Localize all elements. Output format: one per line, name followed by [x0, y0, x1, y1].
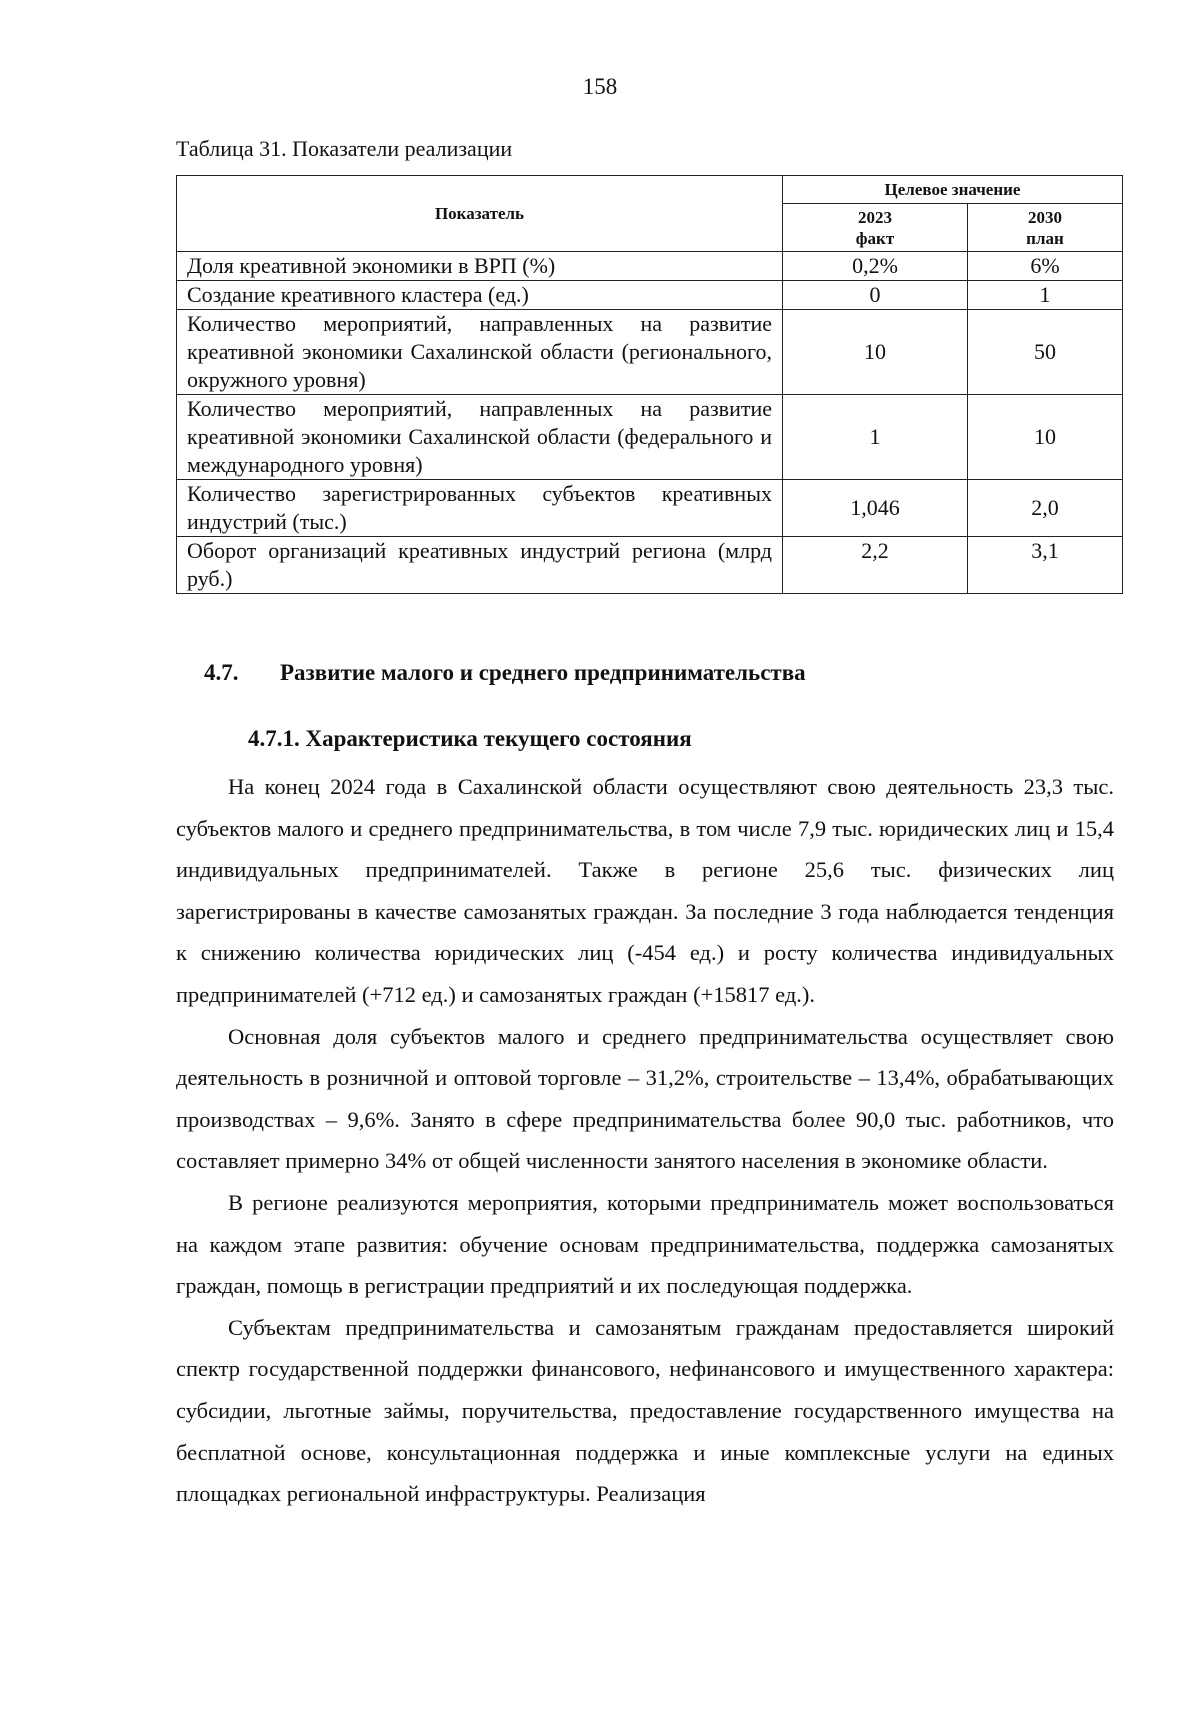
header-2030-year: 2030 — [1028, 207, 1062, 227]
table-row — [177, 395, 1123, 480]
row-value-2030: 10 — [968, 395, 1123, 480]
row-value-2030: 6% — [968, 252, 1123, 281]
header-2030-plan — [968, 204, 1123, 252]
table-row — [177, 252, 1123, 281]
row-value-2023: 10 — [783, 310, 968, 395]
row-label: Создание креативного кластера (ед.) — [177, 281, 783, 310]
row-value-2023: 1,046 — [783, 480, 968, 537]
paragraph: На конец 2024 года в Сахалинской области осуществляют свою деятельность 23,3 тыс. субъектов малого и среднего предпринимательства, в том числе 7,9 тыс. юридических лиц и 15,4 индивидуальных предпринимателей. Также в регионе 25,6 тыс. физических лиц зарегистрированы в качестве самозанятых граждан. За последние 3 года наблюдается тенденция к снижению количества юридических лиц (-454 ед.) и росту количества индивидуальных предпринимателей (+712 ед.) и самозанятых граждан (+15817 ед.). — [176, 774, 1114, 1007]
paragraph: Субъектам предпринимательства и самозанятым гражданам предоставляется широкий спектр государственной поддержки финансового, нефинансового и имущественного характера: субсидии, льготные займы, поручительства, предоставление государственного имущества на бесплатной основе, консультационная поддержка и иные комплексные услуги на единых площадках региональной инфраструктуры. Реализация — [176, 1314, 1114, 1507]
subsection-heading: 4.7.1. Характеристика текущего состояния — [248, 726, 692, 751]
section-heading — [204, 660, 806, 686]
row-label: Количество мероприятий, направленных на развитие креативной экономики Сахалинской области (регионального, окружного уровня) — [177, 310, 783, 395]
table-caption: Таблица 31. Показатели реализации — [176, 136, 513, 161]
header-2030-type: план — [1026, 228, 1064, 248]
row-value-2023: 1 — [783, 395, 968, 480]
body-text — [176, 766, 1114, 1515]
row-value-2023: 0 — [783, 281, 968, 310]
paragraph: Основная доля субъектов малого и среднего предпринимательства осуществляет свою деятельность в розничной и оптовой торговле – 31,2%, строительстве – 13,4%, обрабатывающих производствах – 9,6%. Занято в сфере предпринимательства более 90,0 тыс. работников, что составляет примерно 34% от общей численности занятого населения в экономике области. — [176, 1023, 1114, 1174]
row-value-2023: 0,2% — [783, 252, 968, 281]
row-label: Оборот организаций креативных индустрий региона (млрд руб.) — [177, 537, 783, 594]
row-label: Доля креативной экономики в ВРП (%) — [177, 252, 783, 281]
page-number: 158 — [582, 74, 618, 99]
table-row — [177, 281, 1123, 310]
row-label: Количество мероприятий, направленных на развитие креативной экономики Сахалинской области (федерального и международного уровня) — [177, 395, 783, 480]
row-value-2030: 50 — [968, 310, 1123, 395]
header-2023-type: факт — [855, 228, 895, 248]
row-value-2030: 2,0 — [968, 480, 1123, 537]
row-value-2023: 2,2 — [783, 537, 968, 594]
row-label: Количество зарегистрированных субъектов креативных индустрий (тыс.) — [177, 480, 783, 537]
row-value-2030: 3,1 — [968, 537, 1123, 594]
section-title: Развитие малого и среднего предпринимательства — [280, 660, 806, 685]
header-2023-fact — [783, 204, 968, 252]
table-row — [177, 537, 1123, 594]
header-indicator: Показатель — [177, 176, 783, 252]
header-target-value: Целевое значение — [783, 176, 1123, 204]
table-row — [177, 480, 1123, 537]
row-value-2030: 1 — [968, 281, 1123, 310]
table-row — [177, 310, 1123, 395]
indicators-table — [176, 175, 1123, 594]
paragraph: В регионе реализуются мероприятия, которыми предприниматель может воспользоваться на каждом этапе развития: обучение основам предпринимательства, поддержка самозанятых граждан, помощь в регистрации предприятий и их последующая поддержка. — [176, 1189, 1114, 1299]
header-2023-year: 2023 — [858, 207, 892, 227]
section-number: 4.7. — [204, 660, 239, 685]
